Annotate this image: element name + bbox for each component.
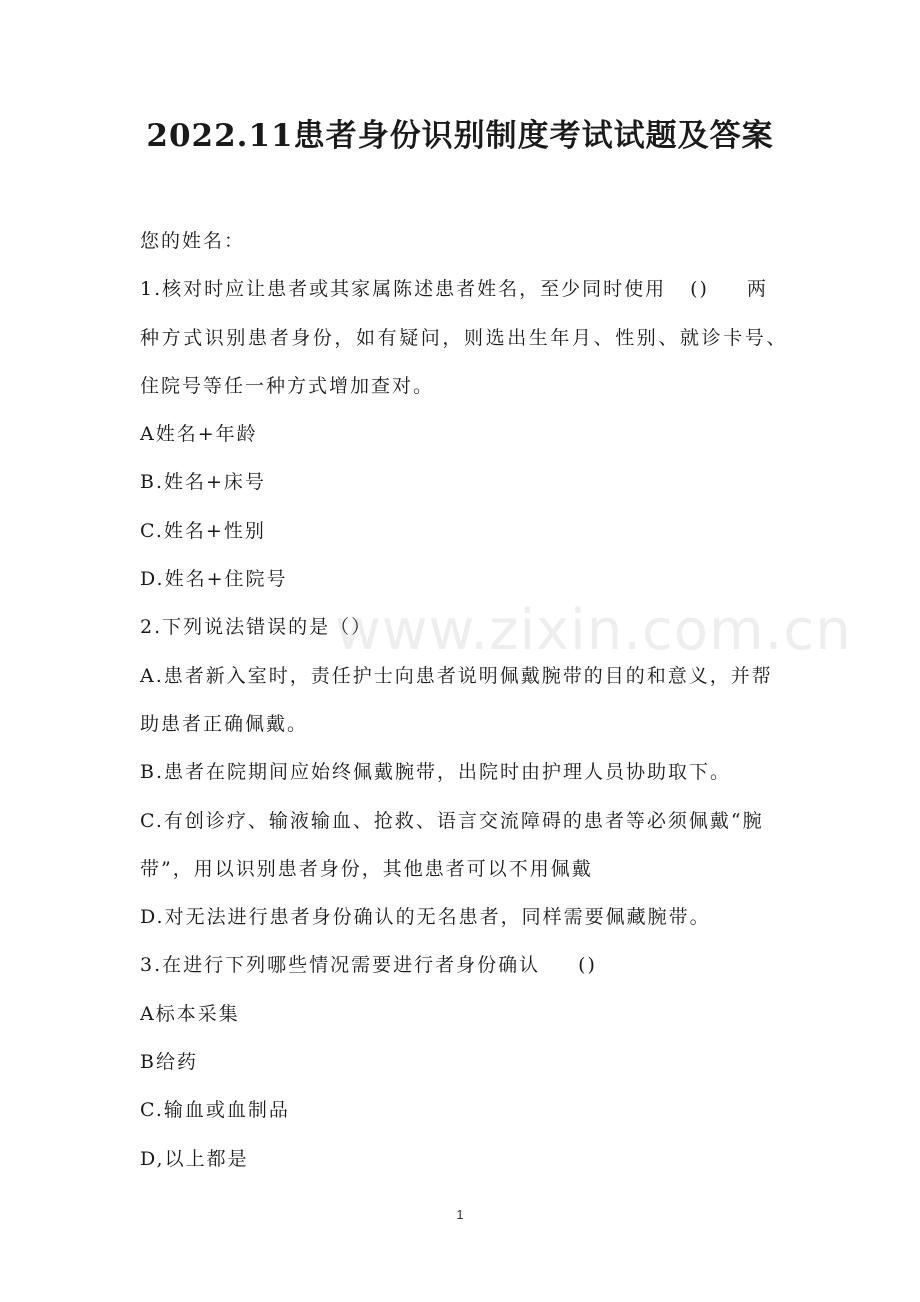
question-2-option-d: D.对无法进行患者身份确认的无名患者，同样需要佩藏腕带。 <box>140 906 711 929</box>
question-1-text: 1.核对时应让患者或其家属陈述患者姓名，至少同时使用 <box>140 278 667 301</box>
question-1-text-cont: 两 <box>746 278 768 301</box>
question-2: 2.下列说法错误的是（） <box>140 616 373 639</box>
question-1-option-c: C.姓名+性别 <box>140 519 266 542</box>
question-1-line-1 <box>140 265 800 313</box>
watermark: www.zixin.com.cn <box>335 598 852 663</box>
document-title: 2022.11患者身份识别制度考试试题及答案 <box>146 118 774 154</box>
question-2-option-a-line-2: 助患者正确佩戴。 <box>140 712 309 735</box>
question-2-option-c-line-1: C.有创诊疗、输液输血、抢救、语言交流障碍的患者等必须佩戴“腕 <box>140 809 764 832</box>
question-1-option-a: A姓名+年龄 <box>140 423 258 446</box>
question-1-line-2: 种方式识别患者身份，如有疑问，则选出生年月、性别、就诊卡号、 <box>140 326 789 349</box>
question-2-option-a-line-1: A.患者新入室时，责任护士向患者说明佩戴腕带的目的和意义，并帮 <box>140 664 773 687</box>
question-3-line <box>140 941 800 989</box>
question-3-option-c: C.输血或血制品 <box>140 1099 290 1122</box>
question-1-answer-blank: () <box>690 278 709 301</box>
question-3-option-a: A标本采集 <box>140 1002 240 1025</box>
question-2-option-c-line-2: 带”，用以识别患者身份，其他患者可以不用佩戴 <box>140 857 593 880</box>
question-3-answer-blank: () <box>578 954 597 977</box>
name-prompt: 您的姓名： <box>140 230 246 252</box>
question-3-option-b: B给药 <box>140 1051 198 1074</box>
question-2-option-b: B.患者在院期间应始终佩戴腕带，出院时由护理人员协助取下。 <box>140 761 732 784</box>
document-body <box>140 217 800 1183</box>
question-1-option-b: B.姓名+床号 <box>140 471 266 494</box>
question-1-option-d: D.姓名+住院号 <box>140 568 288 591</box>
page-number: 1 <box>456 1207 464 1222</box>
question-3: 3.在进行下列哪些情况需要进行者身份确认 <box>140 954 541 977</box>
question-1-line-3: 住院号等任一种方式增加查对。 <box>140 374 435 397</box>
question-3-option-d: D,以上都是 <box>140 1147 249 1170</box>
